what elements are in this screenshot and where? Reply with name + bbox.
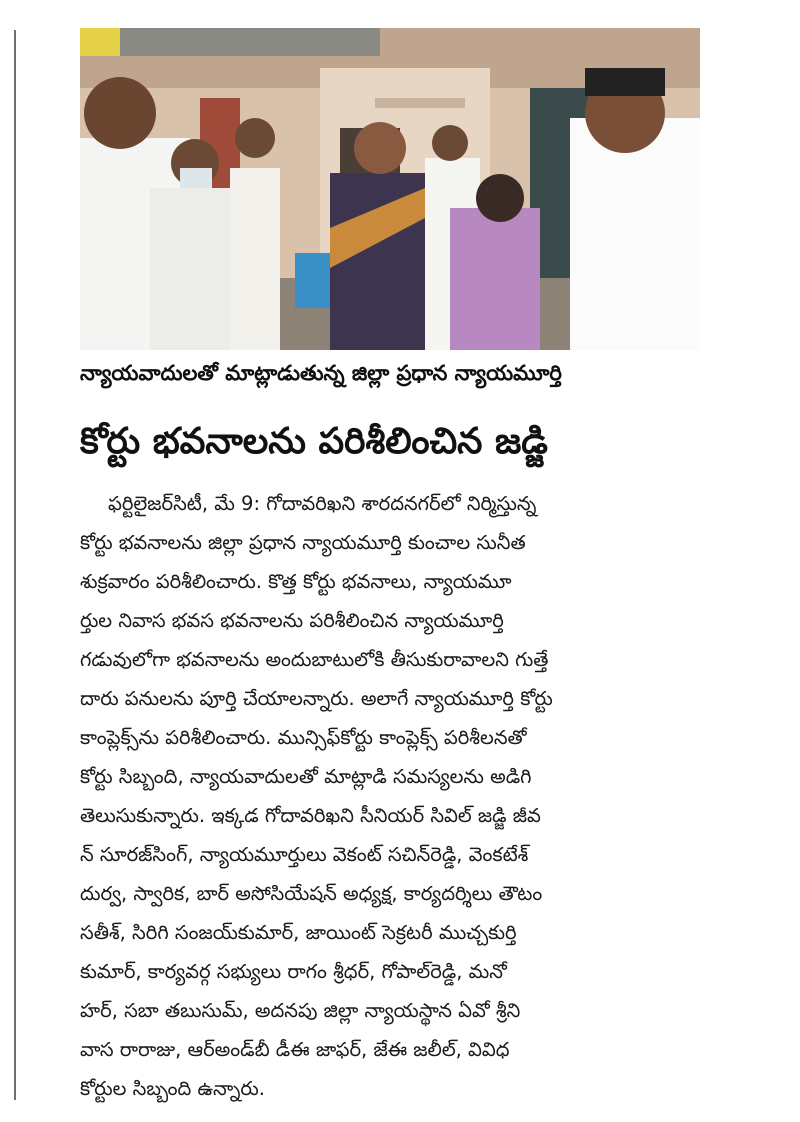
body-line: తెలుసుకున్నారు. ఇక్కడ గోదావరిఖని సీనియర్ సివిల్ జడ్జి జీవ: [80, 804, 541, 827]
column-rule: [14, 30, 16, 1100]
body-line: కోర్టు భవనాలను జిల్లా ప్రధాన న్యాయమూర్తి కుంచాల సునీత: [80, 531, 526, 554]
article-headline: కోర్టు భవనాలను పరిశీలించిన జడ్జి: [80, 421, 548, 462]
body-line: కాంప్లెక్స్‌ను పరిశీలించారు. మున్సిఫ్‌కోర్టు కాంప్లెక్స్ పరిశీలనతో: [80, 726, 527, 749]
body-line: హర్, సబా తబుసుమ్, అదనపు జిల్లా న్యాయస్థాన ఏవో శ్రీని: [80, 999, 521, 1022]
body-line: కోర్టుల సిబ్బంది ఉన్నారు.: [80, 1077, 265, 1100]
photo-illustration: [80, 28, 700, 350]
article-body: [80, 484, 720, 1108]
body-line: వాస రారాజు, ఆర్అండ్‌బీ డీఈ జాఫర్, జేఈ జలీల్, వివిధ: [80, 1038, 510, 1061]
body-line: దుర్వ, స్వారిక, బార్ అసోసియేషన్ అధ్యక్ష, కార్యదర్శిలు తౌటం: [80, 882, 543, 905]
body-line: ఫర్టిలైజర్‌సిటీ, మే 9: గోదావరిఖని శారదనగర్‌లో నిర్మిస్తున్న: [108, 492, 537, 515]
body-line: గడువులోగా భవనాలను అందుబాటులోకి తీసుకురావాలని గుత్తే: [80, 648, 549, 671]
body-line: ర్తుల నివాస భవస భవనాలను పరిశీలించిన న్యాయమూర్తి: [80, 609, 504, 632]
body-line: కుమార్, కార్యవర్గ సభ్యులు రాగం శ్రీధర్, గోపాల్‌రెడ్డి, మనో: [80, 960, 507, 983]
body-line: శుక్రవారం పరిశీలించారు. కొత్త కోర్టు భవనాలు, న్యాయమూ: [80, 570, 512, 593]
photo-caption: న్యాయవాదులతో మాట్లాడుతున్న జిల్లా ప్రధాన న్యాయమూర్తి: [80, 361, 562, 385]
body-line: న్ సూరజ్‌సింగ్, న్యాయమూర్తులు వెకంట్ సచిన్‌రెడ్డి, వెంకటేశ్: [80, 843, 529, 866]
body-line: కోర్టు సిబ్బంది, న్యాయవాదులతో మాట్లాడి సమస్యలను అడిగి: [80, 765, 532, 788]
body-line: దారు పనులను పూర్తి చేయాలన్నారు. అలాగే న్యాయమూర్తి కోర్టు: [80, 687, 553, 710]
body-line: సతీశ్, సిరిగి సంజయ్‌కుమార్, జాయింట్ సెక్రటరీ ముచ్చకుర్తి: [80, 921, 517, 944]
news-photo: [80, 28, 700, 350]
